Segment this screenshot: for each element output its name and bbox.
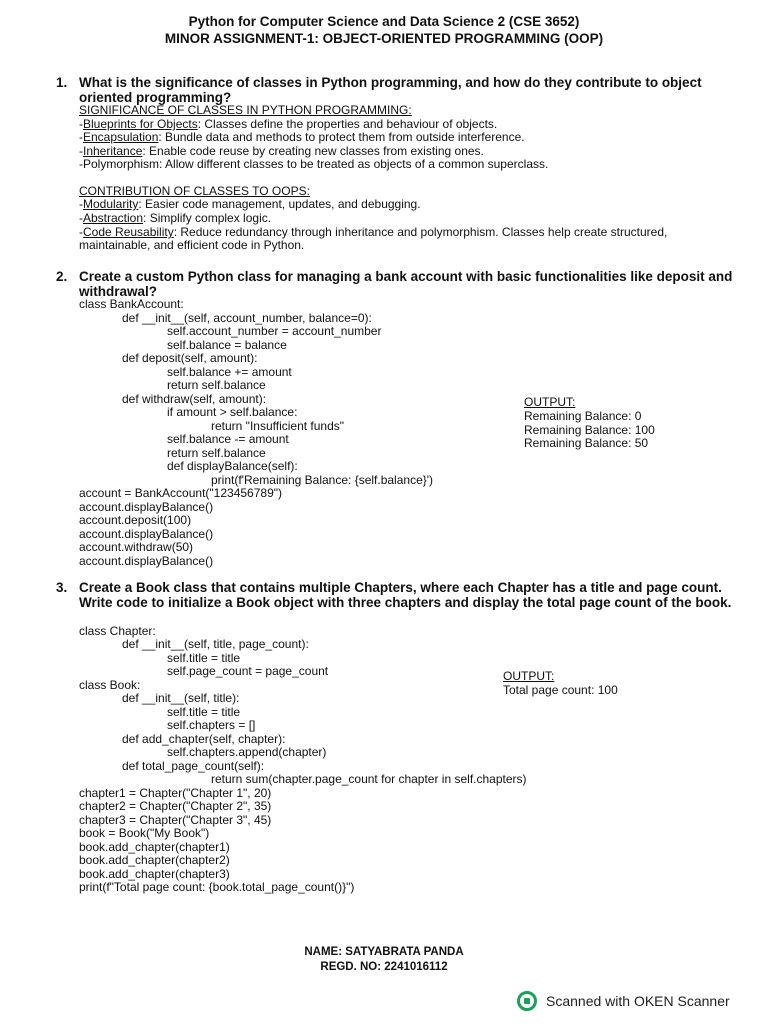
code-line: def __init__(self, title): [122,691,240,705]
code-line: book.add_chapter(chapter2) [79,853,230,867]
code-line: self.chapters.append(chapter) [167,745,327,759]
question-text: What is the significance of classes in Python programming, and how do they contribute to object oriented programming? [79,75,702,105]
question-text: Create a Book class that contains multiple Chapters, where each Chapter has a title and page count. Write code to initialize a Book object with three chapters and display the total page count of the book. [79,580,732,610]
code-line: self.balance = balance [167,338,287,352]
code-line: if amount > self.balance: [167,405,298,419]
list-item: -Abstraction: Simplify complex logic. [79,211,272,225]
code-line: def add_chapter(self, chapter): [122,732,286,746]
code-line: account.displayBalance() [79,554,214,568]
scanner-watermark [516,990,730,1012]
question-number: 3. [56,580,68,595]
list-item: -Code Reusability: Reduce redundancy through inheritance and polymorphism. Classes help create structured, [79,225,668,239]
section-heading: SIGNIFICANCE OF CLASSES IN PYTHON PROGRAMMING: [79,103,412,117]
list-item-continuation: maintainable, and efficient code in Python. [79,238,305,252]
output-line: Total page count: 100 [503,683,618,697]
code-line: def total_page_count(self): [122,759,265,773]
code-line: return sum(chapter.page_count for chapter in self.chapters) [211,772,527,786]
registration-number: REGD. NO: 2241016112 [320,961,448,973]
code-line: self.title = title [167,705,241,719]
list-item: -Encapsulation: Bundle data and methods to protect them from outside interference. [79,130,525,144]
code-line: return self.balance [167,378,266,392]
code-line: chapter2 = Chapter("Chapter 2", 35) [79,799,272,813]
code-line: book = Book("My Book") [79,826,210,840]
code-line: def displayBalance(self): [167,459,298,473]
scanner-logo-icon [516,990,538,1012]
list-item: -Polymorphism: Allow different classes to be treated as objects of a common superclass. [79,157,549,171]
code-line: chapter1 = Chapter("Chapter 1", 20) [79,786,272,800]
code-line: chapter3 = Chapter("Chapter 3", 45) [79,813,272,827]
course-title: Python for Computer Science and Data Science 2 (CSE 3652) [188,14,580,29]
code-line: class BankAccount: [79,297,184,311]
list-item: -Inheritance: Enable code reuse by creating new classes from existing ones. [79,144,484,158]
code-line: print(f'Remaining Balance: {self.balance}') [211,473,434,487]
student-name: NAME: SATYABRATA PANDA [304,946,464,958]
code-line: book.add_chapter(chapter1) [79,840,230,854]
code-line: self.balance += amount [167,365,292,379]
output-line: Remaining Balance: 50 [524,436,649,450]
code-line: self.balance -= amount [167,432,289,446]
code-line: account.deposit(100) [79,513,192,527]
output-heading: OUTPUT: [524,395,576,409]
code-line: self.chapters = [] [167,718,256,732]
code-line: class Chapter: [79,624,156,638]
code-line: self.page_count = page_count [167,664,329,678]
scanner-text: Scanned with OKEN Scanner [546,993,730,1009]
code-line: account = BankAccount("123456789") [79,486,282,500]
code-line: book.add_chapter(chapter3) [79,867,230,881]
code-line: account.displayBalance() [79,527,214,541]
section-heading: CONTRIBUTION OF CLASSES TO OOPS: [79,184,310,198]
code-line: class Book: [79,678,141,692]
output-heading: OUTPUT: [503,669,555,683]
code-line: account.displayBalance() [79,500,214,514]
code-line: return "Insufficient funds" [211,419,345,433]
output-line: Remaining Balance: 0 [524,409,642,423]
assignment-title: MINOR ASSIGNMENT-1: OBJECT-ORIENTED PROGRAMMING (OOP) [164,31,604,46]
output-line: Remaining Balance: 100 [524,423,655,437]
code-line: def __init__(self, account_number, balance=0): [122,311,372,325]
code-line: def withdraw(self, amount): [122,392,267,406]
code-line: account.withdraw(50) [79,540,194,554]
code-line: self.title = title [167,651,241,665]
question-number: 2. [56,269,68,284]
code-line: def deposit(self, amount): [122,351,258,365]
code-line: print(f"Total page count: {book.total_page_count()}") [79,880,355,894]
question-text: Create a custom Python class for managing a bank account with basic functionalities like deposit and withdrawal? [79,269,733,299]
code-line: def __init__(self, title, page_count): [122,637,309,651]
question-number: 1. [56,75,68,90]
code-line: self.account_number = account_number [167,324,382,338]
list-item: -Modularity: Easier code management, updates, and debugging. [79,197,421,211]
list-item: -Blueprints for Objects: Classes define the properties and behaviour of objects. [79,117,498,131]
code-line: return self.balance [167,446,266,460]
